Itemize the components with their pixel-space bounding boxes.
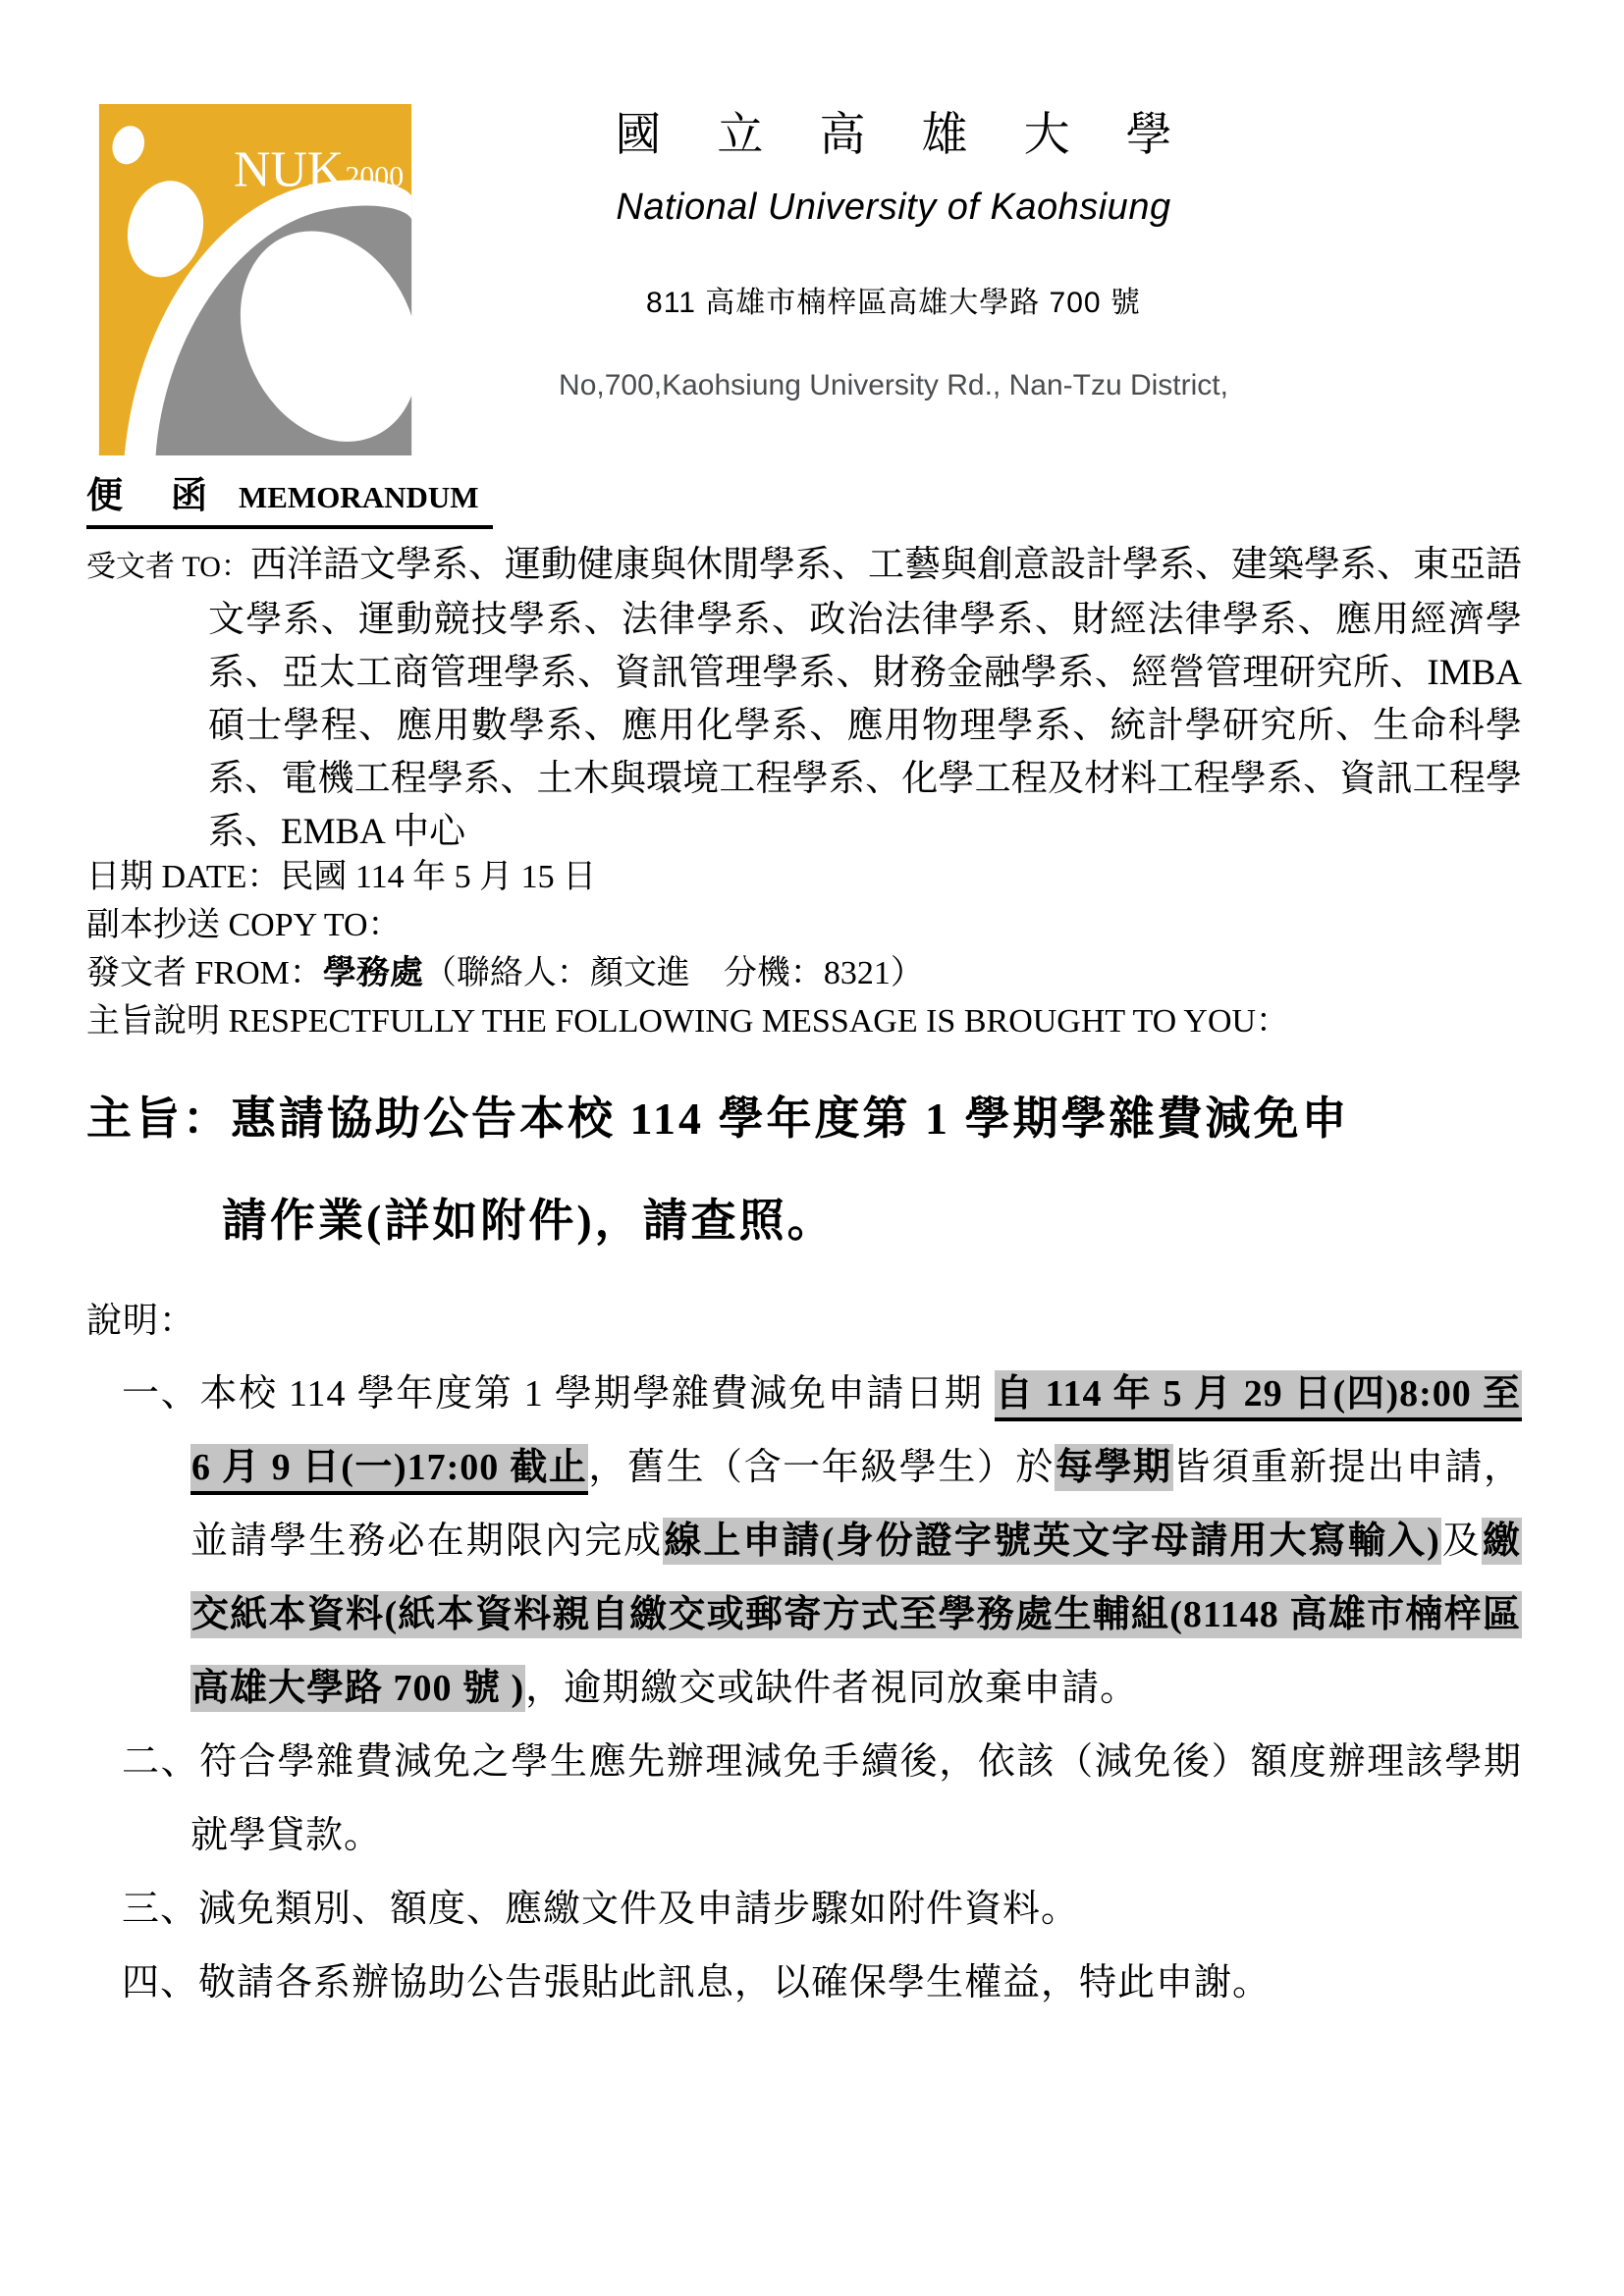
nuk-logo (98, 104, 412, 455)
item-1-online-apply-highlight: 線上申請(身份證字號英文字母請用大寫輸入) (663, 1518, 1440, 1565)
explanation-heading: 說明： (86, 1301, 196, 1340)
memo-title-zh: 便 函 (86, 476, 213, 516)
item-4-marker: 四、 (122, 1962, 199, 2003)
subject-line2: 請作業(詳如附件)，請查照。 (222, 1196, 836, 1246)
to-row (86, 539, 1522, 859)
university-address-zh: 811 高雄市楠梓區高雄大學路 700 號 (646, 287, 1141, 319)
explanation-item-3 (86, 1873, 1522, 1947)
item-1-seg-4: 皆須重新提出申請，並請學生務必在期限內完成 (190, 1447, 1522, 1562)
item-1-deadline-highlight: 自 114 年 5 月 29 日(四)8:00 至 6 月 9 日(一)17:00 截止 (190, 1370, 1522, 1495)
item-3-marker: 三、 (122, 1889, 199, 1930)
memo-title-en: MEMORANDUM (239, 480, 479, 514)
copy-to-row (86, 901, 1569, 949)
item-1-seg-2: ，舊生（含一年級學生）於 (588, 1447, 1055, 1488)
meta-block (86, 853, 1569, 1045)
memo-title (86, 465, 493, 529)
item-1-seg-0: 本校 114 學年度第 1 學期學雜費減免申請日期 (199, 1373, 995, 1415)
explanation-item-4 (86, 1947, 1522, 2020)
explanation-item-2 (86, 1726, 1522, 1873)
explanation-item-1 (86, 1358, 1522, 1726)
logo-year: 2000 (345, 160, 405, 193)
from-row (86, 949, 1569, 997)
from-label: 發文者 FROM： (86, 955, 323, 991)
item-1-paper-submit-highlight: 繳交紙本資料(紙本資料親自繳交或郵寄方式至學務處生輔組(81148 高雄市楠梓區高雄大學路 700 號 ) (190, 1518, 1522, 1712)
subject-line1-text: 惠請協助公告本校 114 學年度第 1 學期學雜費減免申 (231, 1094, 1350, 1144)
item-4-text: 敬請各系辦協助公告張貼此訊息，以確保學生權益，特此申謝。 (198, 1962, 1272, 2003)
from-contact: （聯絡人：顏文進 分機：8321） (422, 955, 924, 991)
date-row (86, 853, 1569, 901)
copy-to-label: 副本抄送 COPY TO： (86, 907, 402, 943)
date-value: 民國 114 年 5 月 15 日 (280, 859, 597, 895)
item-1-seg-6: 及 (1440, 1521, 1482, 1562)
to-recipients: 西洋語文學系、運動健康與休閒學系、工藝與創意設計學系、建築學系、東亞語文學系、運動競技學系、法律學系、政治法律學系、財經法律學系、應用經濟學系、亞太工商管理學系、資訊管理學系、財務金融學系、經營管理研究所、IMBA 碩士學程、應用數學系、應用化學系、應用物理學系、統計學研究所、生命科學系、電機工程學系、土木與環境工程學系、化學工程及材料工程學系、資訊工程學系、EMBA 中心 (208, 545, 1523, 852)
item-1-every-semester-highlight: 每學期 (1055, 1444, 1173, 1491)
university-address-en: No,700,Kaohsiung University Rd., Nan-Tzu District, (559, 369, 1228, 401)
subject-line1 (86, 1068, 1535, 1170)
item-1-marker: 一、 (122, 1373, 200, 1415)
item-2-marker: 二、 (122, 1741, 200, 1783)
item-3-text: 減免類別、額度、應繳文件及申請步驟如附件資料。 (198, 1889, 1080, 1930)
item-1-seg-8: ，逾期繳交或缺件者視同放棄申請。 (525, 1668, 1139, 1709)
item-2-text: 符合學雜費減免之學生應先辦理減免手續後，依該（減免後）額度辦理該學期就學貸款。 (190, 1741, 1522, 1856)
to-label: 受文者 TO： (86, 551, 250, 583)
university-name-zh: 國 立 高 雄 大 學 (615, 108, 1194, 160)
subject-block (86, 1068, 1535, 1272)
subject-label: 主旨： (86, 1094, 231, 1144)
explanation-block (86, 1284, 1522, 2020)
date-label: 日期 DATE： (86, 859, 281, 895)
university-name-en: National University of Kaohsiung (616, 187, 1171, 228)
logo-acronym: NUK (234, 141, 345, 198)
from-unit: 學務處 (322, 955, 423, 991)
note-row: 主旨說明 RESPECTFULLY THE FOLLOWING MESSAGE IS BROUGHT TO YOU： (86, 1003, 1290, 1040)
